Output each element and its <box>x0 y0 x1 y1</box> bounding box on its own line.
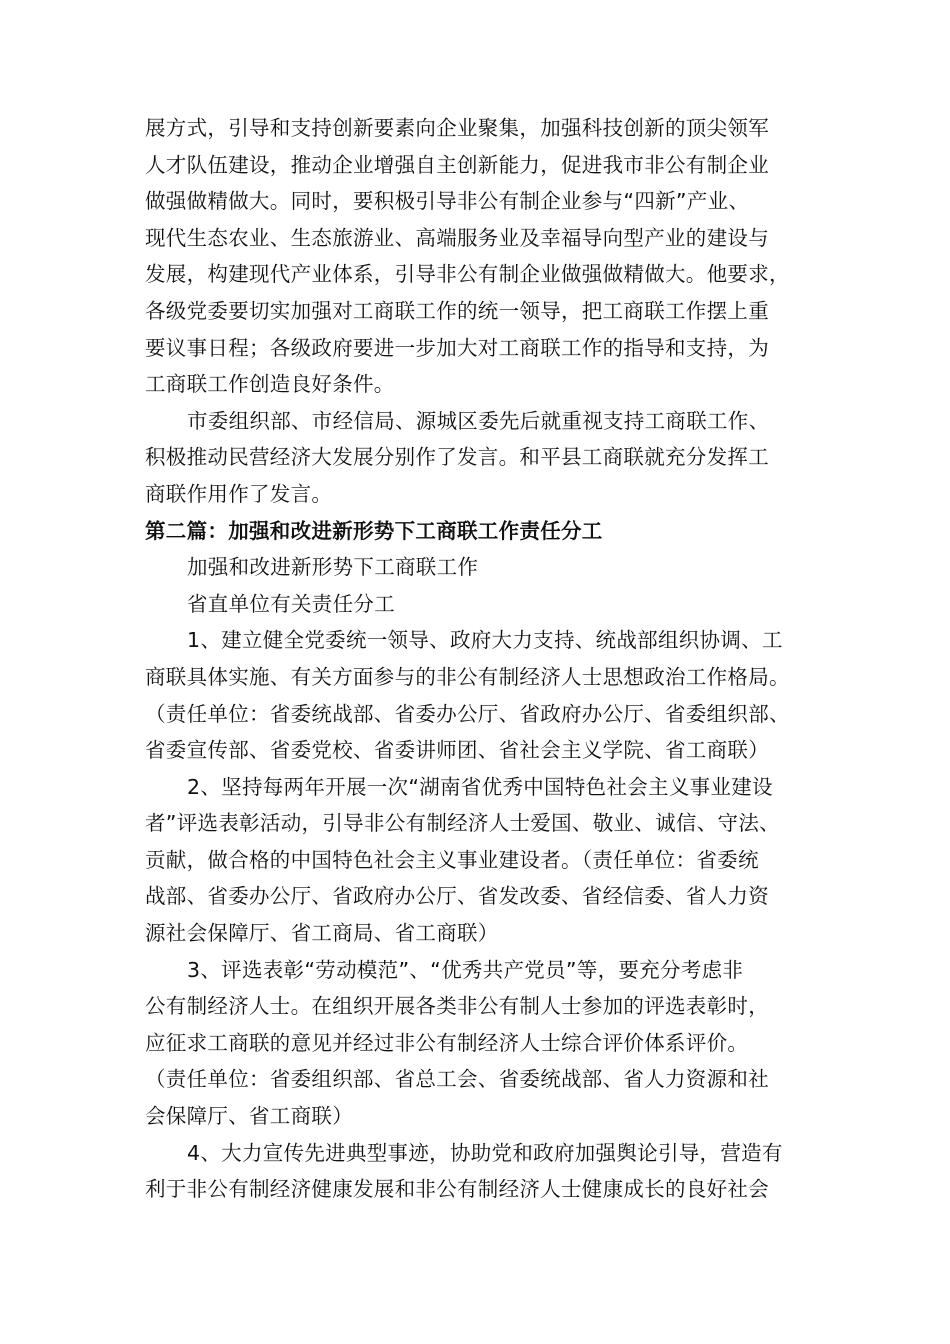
body-text-line: （责任单位：省委组织部、省总工会、省委统战部、省人力资源和社 <box>145 1067 769 1092</box>
list-item-first-line: 3、评选表彰“劳动模范”、“优秀共产党员”等，要充分考虑非 <box>187 957 744 982</box>
body-text-line: 积极推动民营经济大发展分别作了发言。和平县工商联就充分发挥工 <box>145 445 769 470</box>
section-heading: 第二篇：加强和改进新形势下工商联工作责任分工 <box>145 518 603 543</box>
list-item-first-line: 2、坚持每两年开展一次“湖南省优秀中国特色社会主义事业建设 <box>187 774 773 799</box>
body-text-line: 贡献，做合格的中国特色社会主义事业建设者。（责任单位：省委统 <box>145 847 759 872</box>
body-text-line: 商联具体实施、有关方面参与的非公有制经济人士思想政治工作格局。 <box>145 664 790 689</box>
body-text-line: 要议事日程；各级政府要进一步加大对工商联工作的指导和支持，为 <box>145 335 769 360</box>
body-text-line: 展方式，引导和支持创新要素向企业聚集，加强科技创新的顶尖领军 <box>145 116 769 140</box>
body-text-line: 发展，构建现代产业体系，引导非公有制企业做强做精做大。他要求， <box>145 262 790 287</box>
body-text-line: 会保障厅、省工商联） <box>145 1104 353 1129</box>
list-item-first-line: 4、大力宣传先进典型事迹，协助党和政府加强舆论引导，营造有 <box>187 1140 783 1165</box>
subtitle-line: 加强和改进新形势下工商联工作 <box>187 555 479 580</box>
body-text-line: 做强做精做大。同时，要积极引导非公有制企业参与“四新”产业、 <box>145 189 750 214</box>
body-text-line: 利于非公有制经济健康发展和非公有制经济人士健康成长的良好社会 <box>145 1177 769 1202</box>
body-text-line: （责任单位：省委统战部、省委办公厅、省政府办公厅、省委组织部、 <box>145 701 790 726</box>
document-body <box>145 110 825 1208</box>
body-text-line: 源社会保障厅、省工商局、省工商联） <box>145 921 499 946</box>
body-text-line: 商联作用作了发言。 <box>145 481 333 506</box>
paragraph-first-line: 市委组织部、市经信局、源城区委先后就重视支持工商联工作、 <box>187 408 770 433</box>
subtitle-line: 省直单位有关责任分工 <box>187 591 395 616</box>
list-item-first-line: 1、建立健全党委统一领导、政府大力支持、统战部组织协调、工 <box>187 628 783 653</box>
body-text-line: 省委宣传部、省委党校、省委讲师团、省社会主义学院、省工商联） <box>145 738 769 763</box>
body-text-line: 公有制经济人士。在组织开展各类非公有制人士参加的评选表彰时， <box>145 994 769 1019</box>
body-text-line: 工商联工作创造良好条件。 <box>145 372 395 397</box>
body-text-line: 现代生态农业、生态旅游业、高端服务业及幸福导向型产业的建设与 <box>145 225 769 250</box>
body-text-line: 战部、省委办公厅、省政府办公厅、省发改委、省经信委、省人力资 <box>145 884 769 909</box>
body-text-line: 各级党委要切实加强对工商联工作的统一领导，把工商联工作摆上重 <box>145 298 769 323</box>
body-text-line: 应征求工商联的意见并经过非公有制经济人士综合评价体系评价。 <box>145 1030 749 1055</box>
body-text-line: 者”评选表彰活动，引导非公有制经济人士爱国、敬业、诚信、守法、 <box>145 811 780 836</box>
body-text-line: 人才队伍建设，推动企业增强自主创新能力，促进我市非公有制企业 <box>145 152 769 177</box>
